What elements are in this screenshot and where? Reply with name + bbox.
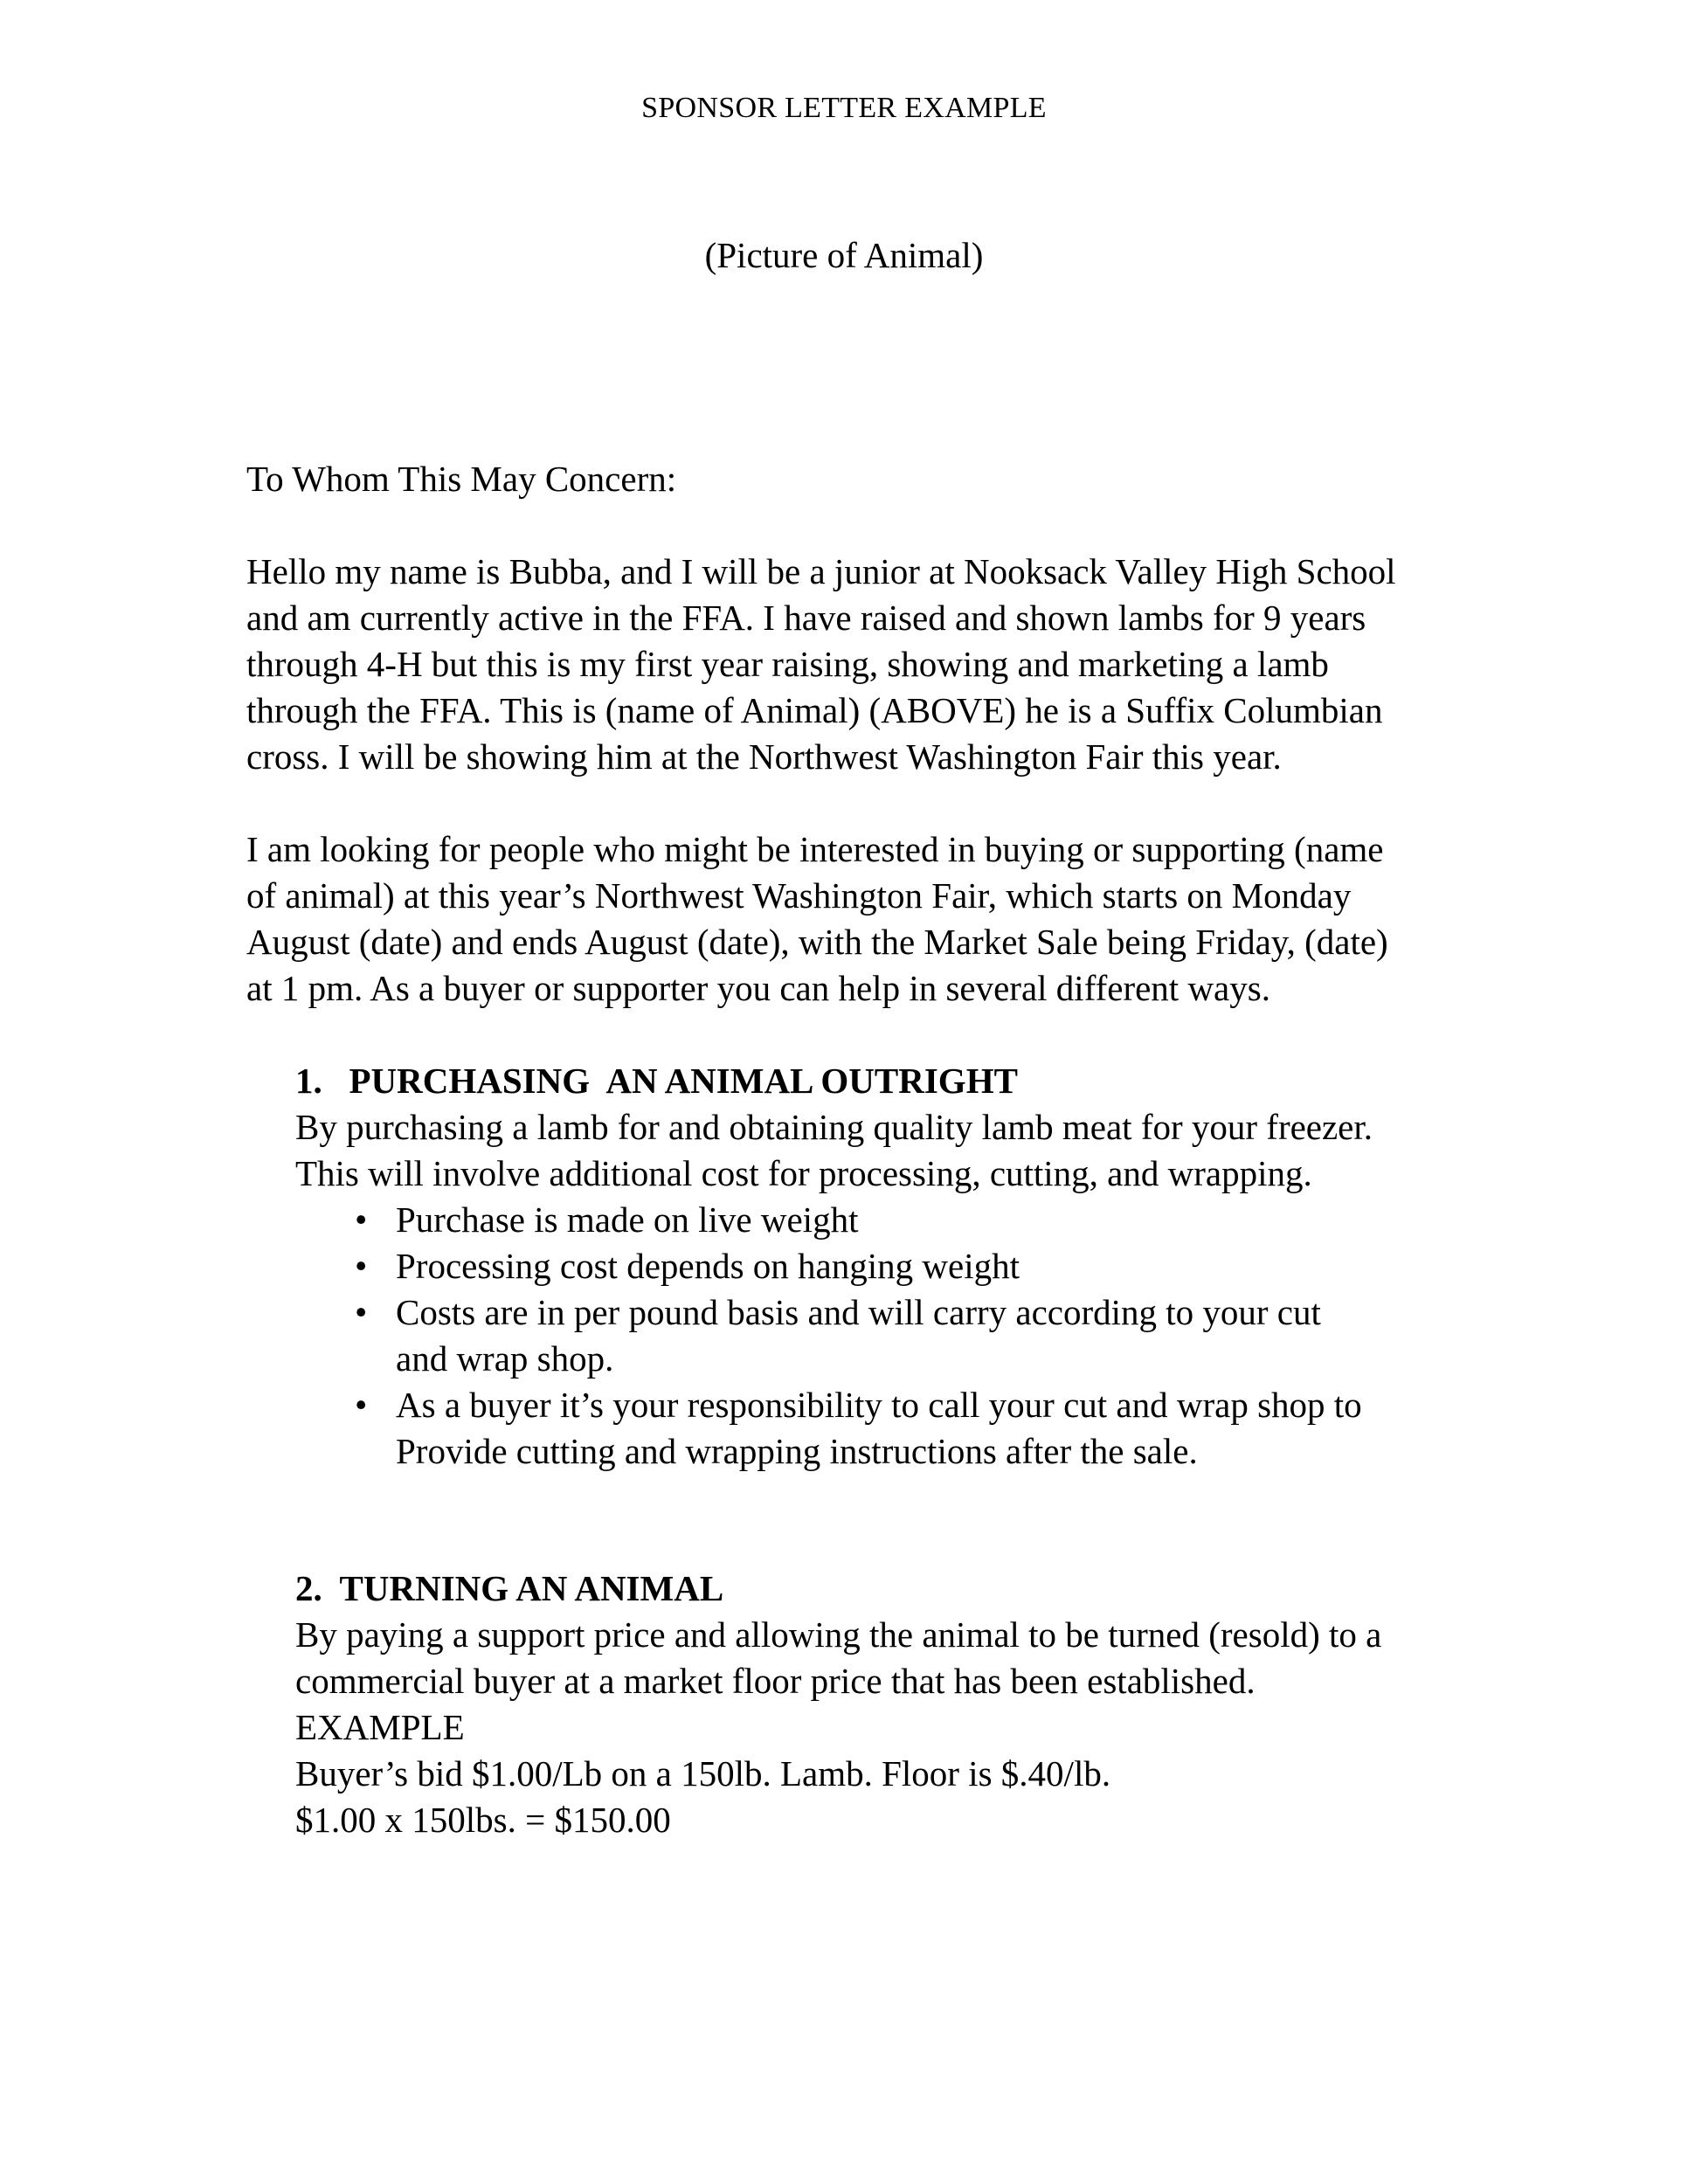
list-item-label: Costs are in per pound basis and will carry according to your cut and wrap shop. (396, 1292, 1331, 1379)
spacer (246, 780, 1417, 826)
spacer (246, 1475, 1417, 1565)
section-1-title: PURCHASING AN ANIMAL OUTRIGHT (349, 1061, 1018, 1101)
example-line-2: $1.00 x 150lbs. = $150.00 (295, 1800, 671, 1840)
list-item (355, 1197, 1373, 1243)
list-item (355, 1289, 1373, 1382)
section-2-body: By paying a support price and allowing the animal to be turned (resold) to a commercial buyer at a market floor price that has been established. (295, 1614, 1391, 1701)
section-purchasing (295, 1058, 1422, 1197)
list-item (355, 1382, 1373, 1428)
section-2-title: TURNING AN ANIMAL (339, 1568, 724, 1608)
list-item-label: Processing cost depends on hanging weight (396, 1246, 1020, 1286)
section-1-number: 1. (295, 1061, 322, 1101)
salutation: To Whom This May Concern: (246, 459, 677, 499)
bullet-icon: • (355, 1199, 368, 1240)
section-1-body: By purchasing a lamb for and obtaining quality lamb meat for your freezer. This will involve additional cost for processing, cutting, and wrapping. (295, 1107, 1381, 1193)
letter-body (246, 456, 1417, 1843)
page-title: SPONSOR LETTER EXAMPLE (641, 92, 1047, 124)
spacer (246, 502, 1417, 549)
list-item-label: As a buyer it’s your responsibility to call your cut and wrap shop to (396, 1385, 1362, 1425)
section-1-bullet-continuation: Provide cutting and wrapping instructions after the sale. (396, 1431, 1198, 1471)
bullet-icon: • (355, 1292, 368, 1332)
list-item (355, 1243, 1373, 1289)
example-line-1: Buyer’s bid $1.00/Lb on a 150lb. Lamb. Floor is $.40/lb. (295, 1753, 1111, 1794)
bullet-icon: • (355, 1246, 368, 1286)
section-2-number: 2. (295, 1568, 322, 1608)
section-2-heading (295, 1565, 1422, 1612)
picture-placeholder-caption: (Picture of Animal) (704, 235, 984, 275)
bullet-icon: • (355, 1385, 368, 1425)
paragraph-request: I am looking for people who might be interested in buying or supporting (name of animal) at this year’s Northwest Washington Fair, which starts on Monday August (date) and ends August (date), with the Market Sale being Friday, (date) at 1 pm. As a buyer or supporter you can help in several different ways. (246, 829, 1397, 1008)
section-1-bullet-list (355, 1197, 1373, 1428)
list-item-label: Purchase is made on live weight (396, 1199, 859, 1240)
section-turning (295, 1565, 1422, 1843)
section-1-heading (295, 1058, 1422, 1104)
example-label: EXAMPLE (295, 1707, 465, 1747)
spacer (246, 1012, 1417, 1058)
paragraph-intro: Hello my name is Bubba, and I will be a junior at Nooksack Valley High School and am currently active in the FFA. I have raised and shown lambs for 9 years through 4-H but this is my first year raising, showing and marketing a lamb through the FFA. This is (name of Animal) (ABOVE) he is a Suffix Columbian cross. I will be showing him at the Northwest Washington Fair this year. (246, 551, 1405, 777)
